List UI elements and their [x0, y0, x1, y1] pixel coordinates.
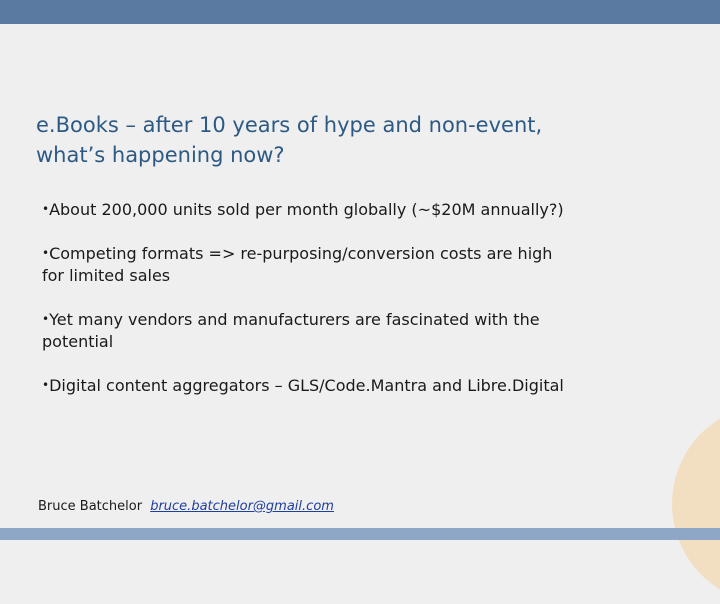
- slide-title-line-2: what’s happening now?: [36, 143, 285, 167]
- corner-decoration-arc: [672, 404, 720, 604]
- bullet-item: [42, 242, 662, 287]
- slide-title-line-1: e.Books – after 10 years of hype and non-event,: [36, 113, 543, 137]
- footer-author: Bruce Batchelor: [38, 499, 143, 514]
- bullet-text-line-1: Digital content aggregators – GLS/Code.Mantra and Libre.Digital: [49, 376, 564, 395]
- footer-email-link[interactable]: bruce.batchelor@gmail.com: [150, 499, 334, 514]
- bullet-text-line-2: for limited sales: [42, 266, 171, 285]
- bullet-marker: •: [42, 378, 50, 392]
- bullet-text-line-1: About 200,000 units sold per month globally (~$20M annually?): [49, 200, 564, 219]
- bottom-footer-band: [0, 528, 720, 540]
- bullet-text-line-1: Competing formats => re-purposing/conversion costs are high: [49, 244, 553, 263]
- bullet-list: [42, 198, 662, 397]
- bullet-item: [42, 374, 662, 397]
- bullet-text-line-2: potential: [42, 332, 114, 351]
- slide-title: [36, 110, 676, 170]
- bullet-item: [42, 198, 662, 221]
- bullet-item: [42, 308, 662, 353]
- slide-footer: [38, 498, 334, 516]
- bullet-text-line-1: Yet many vendors and manufacturers are fascinated with the: [49, 310, 540, 329]
- bullet-marker: •: [42, 246, 50, 260]
- top-header-band: [0, 0, 720, 24]
- bullet-marker: •: [42, 202, 50, 216]
- bullet-marker: •: [42, 312, 50, 326]
